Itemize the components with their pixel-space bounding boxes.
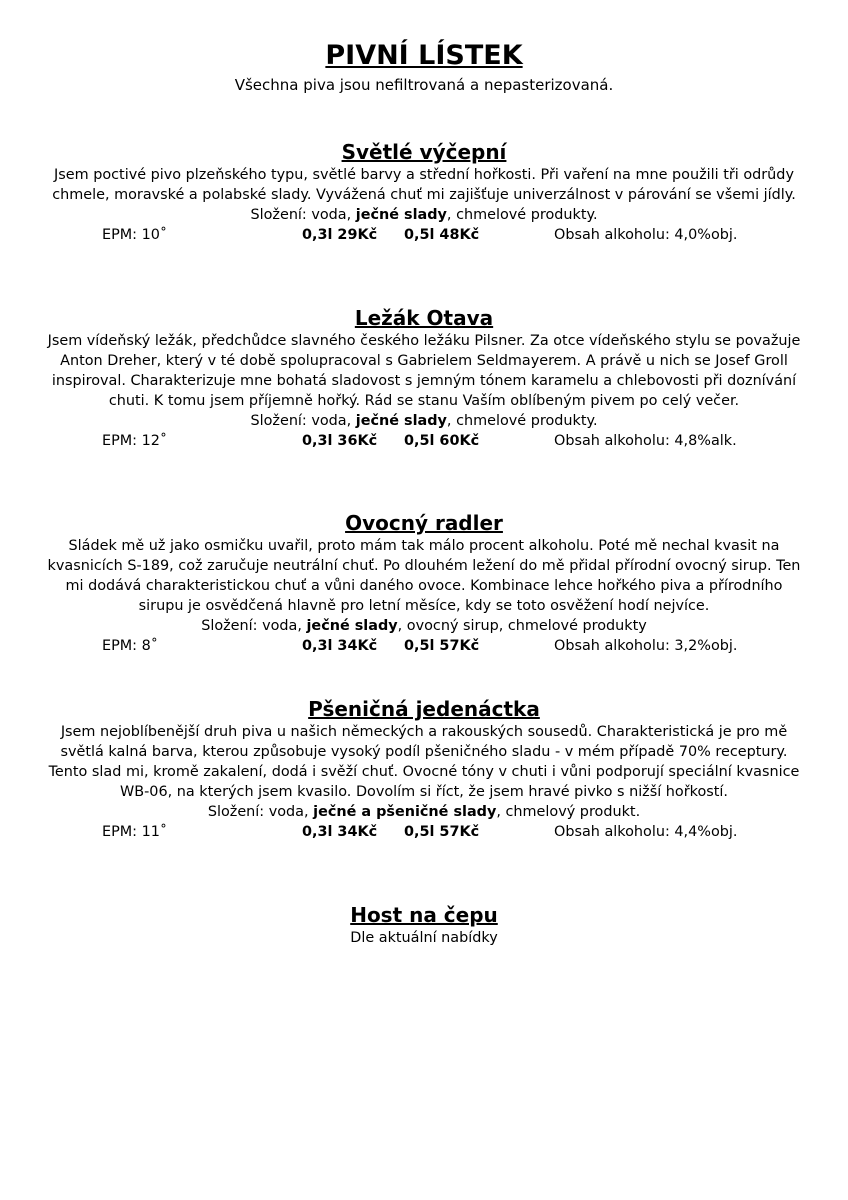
guest-tap-note: Dle aktuální nabídky: [350, 930, 498, 946]
page-title: PIVNÍ LÍSTEK: [325, 40, 523, 71]
beer-alcohol: Obsah alkoholu: 4,0%obj.: [554, 227, 738, 243]
composition-suffix: , chmelový produkt.: [496, 804, 641, 820]
composition-malt: ječné a pšeničné slady: [313, 804, 497, 820]
beer-price-small: 0,3l 36Kč: [302, 433, 378, 449]
beer-price-small: 0,3l 34Kč: [302, 824, 378, 840]
beer-epm: EPM: 8˚: [102, 638, 158, 654]
composition-suffix: , chmelové produkty.: [446, 413, 598, 429]
guest-tap-section: [0, 902, 848, 948]
beer-section-svetle-vycepni: [40, 139, 808, 245]
beer-meta-row: [40, 636, 808, 656]
beer-price-large: 0,5l 57Kč: [404, 638, 480, 654]
beer-name: Ležák Otava: [354, 306, 494, 330]
beer-price-large: 0,5l 60Kč: [404, 433, 480, 449]
beer-composition: [40, 802, 808, 822]
beer-name: Pšeničná jedenáctka: [308, 697, 540, 721]
beer-epm: EPM: 11˚: [102, 824, 168, 840]
composition-suffix: , chmelové produkty.: [446, 207, 598, 223]
composition-malt: ječné slady: [355, 207, 447, 223]
beer-description: Jsem nejoblíbenější druh piva u našich německých a rakouských sousedů. Charakteristická je pro mě světlá kalná barva, kterou způsobuje vysoký podíl pšeničného sladu - v mém případě 70% receptury. Tento slad mi, kromě zakalení, dodá i svěží chuť. Ovocné tóny v chuti i vůni podporují speciální kvasnice WB-06, na kterých jsem kvasilo. Dovolím si říct, že jsem hravé pivko s nižší hořkostí.: [48, 724, 800, 800]
beer-name: Světlé výčepní: [341, 140, 507, 164]
beer-section-ovocny-radler: [40, 510, 808, 656]
composition-malt: ječné slady: [306, 618, 398, 634]
beer-meta-row: [40, 225, 808, 245]
composition-suffix: , ovocný sirup, chmelové produkty: [397, 618, 647, 634]
composition-prefix: Složení: voda,: [250, 207, 356, 223]
beer-alcohol: Obsah alkoholu: 3,2%obj.: [554, 638, 738, 654]
beer-alcohol: Obsah alkoholu: 4,4%obj.: [554, 824, 738, 840]
beer-composition: [40, 616, 808, 636]
beer-description: Jsem poctivé pivo plzeňského typu, světlé barvy a střední hořkosti. Při vaření na mne použili tři odrůdy chmele, moravské a polabské slady. Vyvážená chuť mi zajišťuje univerzálnost v párování se všemi jídly.: [52, 167, 796, 203]
composition-prefix: Složení: voda,: [201, 618, 307, 634]
guest-tap-title: Host na čepu: [350, 903, 498, 927]
beer-price-small: 0,3l 34Kč: [302, 638, 378, 654]
beer-alcohol: Obsah alkoholu: 4,8%alk.: [554, 433, 737, 449]
beer-section-lezak-otava: [40, 305, 808, 451]
beer-epm: EPM: 10˚: [102, 227, 168, 243]
beer-description: Jsem vídeňský ležák, předchůdce slavného českého ležáku Pilsner. Za otce vídeňského stylu se považuje Anton Dreher, který v té době spolupracoval s Gabrielem Seldmayerem. A právě u nich se Josef Groll inspiroval. Charakterizuje mne bohatá sladovost s jemným tónem karamelu a chlebovosti při doznívání chuti. K tomu jsem příjemně hořký. Rád se stanu Vaším oblíbeným pivem po celý večer.: [47, 333, 801, 409]
beer-meta-row: [40, 431, 808, 451]
beer-composition: [40, 205, 808, 225]
beer-price-large: 0,5l 57Kč: [404, 824, 480, 840]
composition-prefix: Složení: voda,: [250, 413, 356, 429]
beer-section-psenicna-jedenactka: [40, 696, 808, 842]
page-subtitle: Všechna piva jsou nefiltrovaná a nepasterizovaná.: [234, 76, 614, 94]
beer-name: Ovocný radler: [345, 511, 503, 535]
beer-composition: [40, 411, 808, 431]
beer-price-large: 0,5l 48Kč: [404, 227, 480, 243]
beer-epm: EPM: 12˚: [102, 433, 168, 449]
beer-meta-row: [40, 822, 808, 842]
composition-malt: ječné slady: [355, 413, 447, 429]
composition-prefix: Složení: voda,: [207, 804, 314, 820]
beer-price-small: 0,3l 29Kč: [302, 227, 378, 243]
beer-description: Sládek mě už jako osmičku uvařil, proto mám tak málo procent alkoholu. Poté mě nechal kvasit na kvasnicích S-189, což zaručuje neutrální chuť. Po dlouhém ležení do mě přidal přírodní ovocný sirup. Ten mi dodává charakteristickou chuť a vůni daného ovoce. Kombinace lehce hořkého piva a přírodního sirupu je osvědčená hlavně pro letní měsíce, kdy se toto osvěžení hodí nejvíce.: [47, 538, 801, 614]
